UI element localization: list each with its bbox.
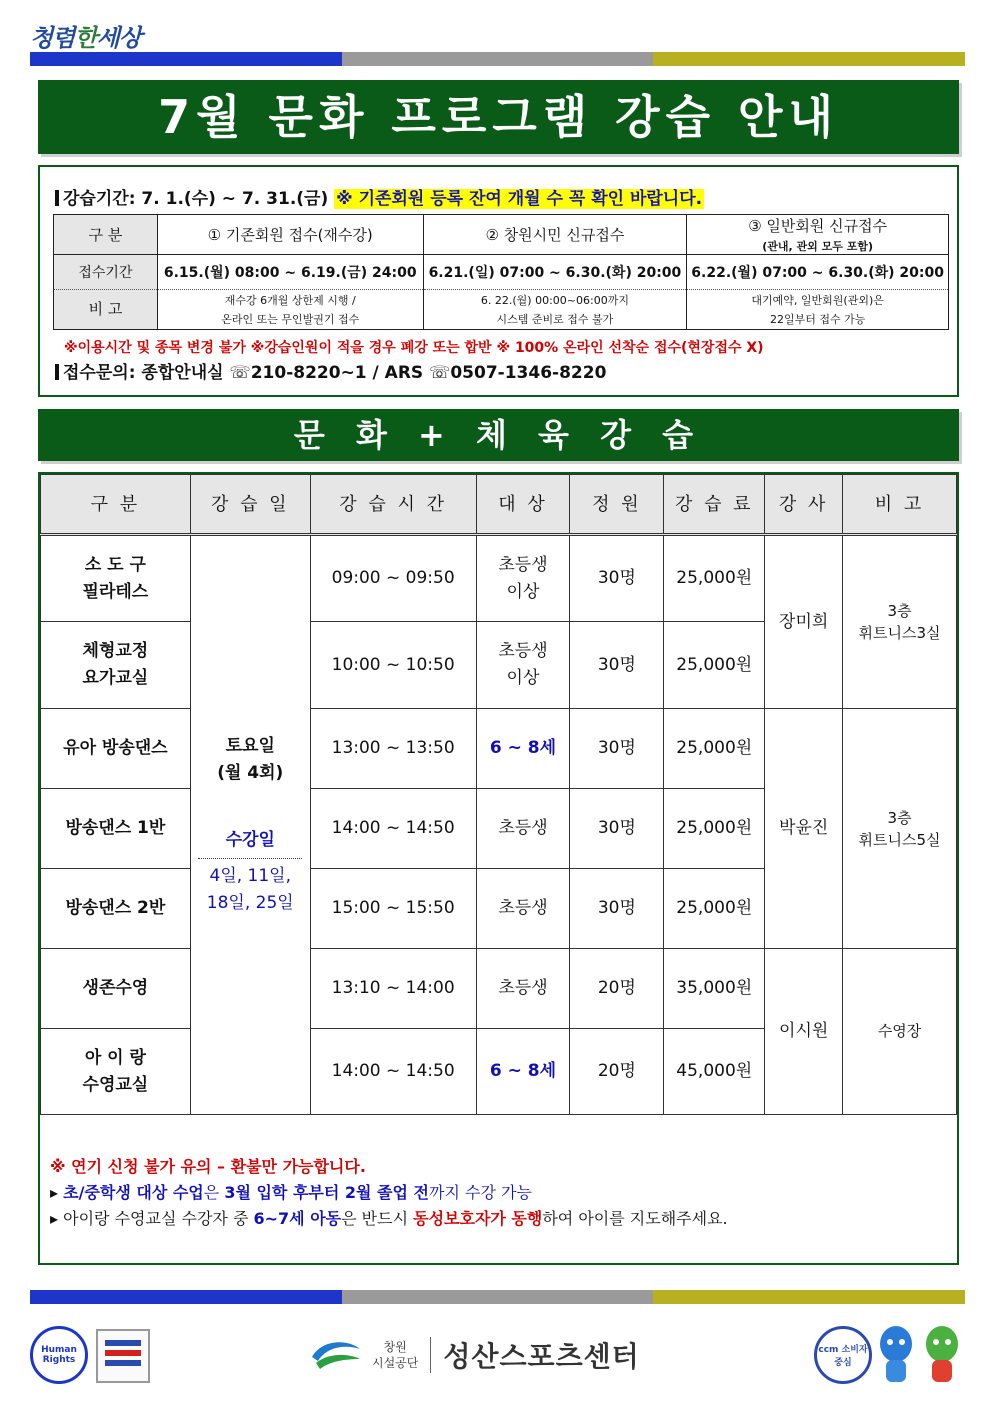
- remark: 3층 휘트니스5실: [843, 709, 957, 949]
- warning-text: ※이용시간 및 종목 변경 불가 ※강습인원이 적을 경우 폐강 또는 합반 ※ 100% 온라인 선착순 접수(현장접수 X): [64, 340, 764, 356]
- brand-logo: 청렴한세상: [30, 23, 141, 52]
- header-time: 강 습 시 간: [310, 475, 476, 535]
- program-fee: 25,000원: [664, 535, 765, 622]
- reg-note-1: 재수강 6개월 상한제 시행 / 온라인 또는 무인발권기 접수: [157, 290, 423, 330]
- reg-note-2: 6. 22.(월) 00:00~06:00까지 시스템 준비로 접수 불가: [423, 290, 687, 330]
- sports-center-logo: 창원 시설공단 성산스포츠센터: [308, 1335, 640, 1375]
- program-capacity: 30명: [570, 869, 664, 949]
- period-note: ※ 기존회원 등록 잔여 개월 수 꼭 확인 바랍니다.: [336, 189, 703, 209]
- program-capacity: 30명: [570, 789, 664, 869]
- table-row: [41, 709, 957, 789]
- remark: 3층 휘트니스3실: [843, 535, 957, 709]
- program-target: 초등생: [476, 949, 570, 1029]
- program-target: 초등생: [476, 869, 570, 949]
- program-capacity: 30명: [570, 709, 664, 789]
- note-students: ▸ 초/중학생 대상 수업은 3월 입학 후부터 2월 졸업 전까지 수강 가능: [50, 1183, 532, 1202]
- instructor: 박윤진: [765, 709, 843, 949]
- header-remark: 비 고: [843, 475, 957, 535]
- page-title: 7월 문화 프로그램 강습 안내: [38, 80, 959, 154]
- header-fee: 강 습 료: [664, 475, 765, 535]
- registration-table: [53, 214, 949, 330]
- instructor: 장미희: [765, 535, 843, 709]
- program-capacity: 30명: [570, 535, 664, 622]
- mascot-blue-icon: [874, 1322, 918, 1390]
- table-row: [41, 535, 957, 622]
- table-row: [41, 949, 957, 1029]
- program-name: 생존수영: [41, 949, 191, 1029]
- program-fee: 25,000원: [664, 709, 765, 789]
- program-capacity: 20명: [570, 1029, 664, 1115]
- reg-period-label: 접수기간: [54, 255, 158, 290]
- instructor: 이시원: [765, 949, 843, 1115]
- bullet-triangle-icon: ▸: [50, 1183, 59, 1202]
- reg-note-3: 대기예약, 일반회원(관외)은 22일부터 접수 가능: [687, 290, 949, 330]
- header-day: 강 습 일: [190, 475, 310, 535]
- section-title: 문 화 + 체 육 강 습: [38, 409, 959, 461]
- bullet-bar: [55, 190, 59, 206]
- header-instructor: 강 사: [765, 475, 843, 535]
- reg-col-general: ③ 일반회원 신규접수 (관내, 관외 모두 포함): [687, 215, 949, 255]
- program-name: 체형교정 요가교실: [41, 622, 191, 709]
- reg-period-3: 6.22.(월) 07:00 ~ 6.30.(화) 20:00: [687, 255, 949, 290]
- program-target: 초등생: [476, 789, 570, 869]
- note-swim: ▸ 아이랑 수영교실 수강자 중 6~7세 아동은 반드시 동성보호자가 동행하여 아이를 지도해주세요.: [50, 1209, 728, 1228]
- program-name: 소 도 구 필라테스: [41, 535, 191, 622]
- header-capacity: 정 원: [570, 475, 664, 535]
- reg-col-existing: ① 기존회원 접수(재수강): [157, 215, 423, 255]
- reg-period-1: 6.15.(월) 08:00 ~ 6.19.(금) 24:00: [157, 255, 423, 290]
- program-capacity: 30명: [570, 622, 664, 709]
- certification-logo: [96, 1329, 150, 1383]
- program-time: 10:00 ~ 10:50: [310, 622, 476, 709]
- program-fee: 25,000원: [664, 789, 765, 869]
- header-category: 구 분: [41, 475, 191, 535]
- program-name: 방송댄스 2반: [41, 869, 191, 949]
- program-table: [40, 474, 957, 1115]
- center-name: 성산스포츠센터: [443, 1340, 640, 1373]
- reg-period-2: 6.21.(일) 07:00 ~ 6.30.(화) 20:00: [423, 255, 687, 290]
- program-capacity: 20명: [570, 949, 664, 1029]
- flag-stripes-icon: [101, 1334, 145, 1378]
- reg-note-label: 비 고: [54, 290, 158, 330]
- program-target: 초등생 이상: [476, 622, 570, 709]
- bottom-stripe: [30, 1290, 965, 1304]
- program-target: 6 ~ 8세: [476, 1029, 570, 1115]
- reg-header-label: 구 분: [54, 215, 158, 255]
- program-header-row: [41, 475, 957, 535]
- bullet-bar: [55, 364, 59, 380]
- program-target: 초등생 이상: [476, 535, 570, 622]
- remark: 수영장: [843, 949, 957, 1115]
- program-time: 13:00 ~ 13:50: [310, 709, 476, 789]
- program-time: 09:00 ~ 09:50: [310, 535, 476, 622]
- period-line: 강습기간: 7. 1.(수) ~ 7. 31.(금) ※ 기존회원 등록 잔여 개월 수 꼭 확인 바랍니다.: [55, 184, 704, 209]
- program-time: 15:00 ~ 15:50: [310, 869, 476, 949]
- ccm-logo: ccm 소비자중심: [814, 1326, 872, 1384]
- program-name: 유아 방송댄스: [41, 709, 191, 789]
- day-cell: 토요일 (월 4회) 수강일 4일, 11일, 18일, 25일: [190, 535, 310, 1115]
- program-name: 방송댄스 1반: [41, 789, 191, 869]
- program-time: 13:10 ~ 14:00: [310, 949, 476, 1029]
- header-target: 대 상: [476, 475, 570, 535]
- mascot-green-icon: [920, 1322, 964, 1390]
- program-fee: 25,000원: [664, 869, 765, 949]
- program-time: 14:00 ~ 14:50: [310, 789, 476, 869]
- program-fee: 35,000원: [664, 949, 765, 1029]
- human-rights-logo: Human Rights: [30, 1326, 88, 1384]
- reg-col-citizen: ② 창원시민 신규접수: [423, 215, 687, 255]
- note-refund: ※ 연기 신청 불가 유의 – 환불만 가능합니다.: [50, 1157, 366, 1176]
- top-stripe: [30, 52, 965, 66]
- bullet-triangle-icon: ▸: [50, 1209, 59, 1228]
- program-fee: 25,000원: [664, 622, 765, 709]
- program-time: 14:00 ~ 14:50: [310, 1029, 476, 1115]
- program-name: 아 이 랑 수영교실: [41, 1029, 191, 1115]
- org-swoosh-icon: [308, 1335, 364, 1375]
- contact-line: 접수문의: 종합안내실 ☏210-8220~1 / ARS ☏0507-1346-8220: [55, 358, 606, 383]
- program-target: 6 ~ 8세: [476, 709, 570, 789]
- program-fee: 45,000원: [664, 1029, 765, 1115]
